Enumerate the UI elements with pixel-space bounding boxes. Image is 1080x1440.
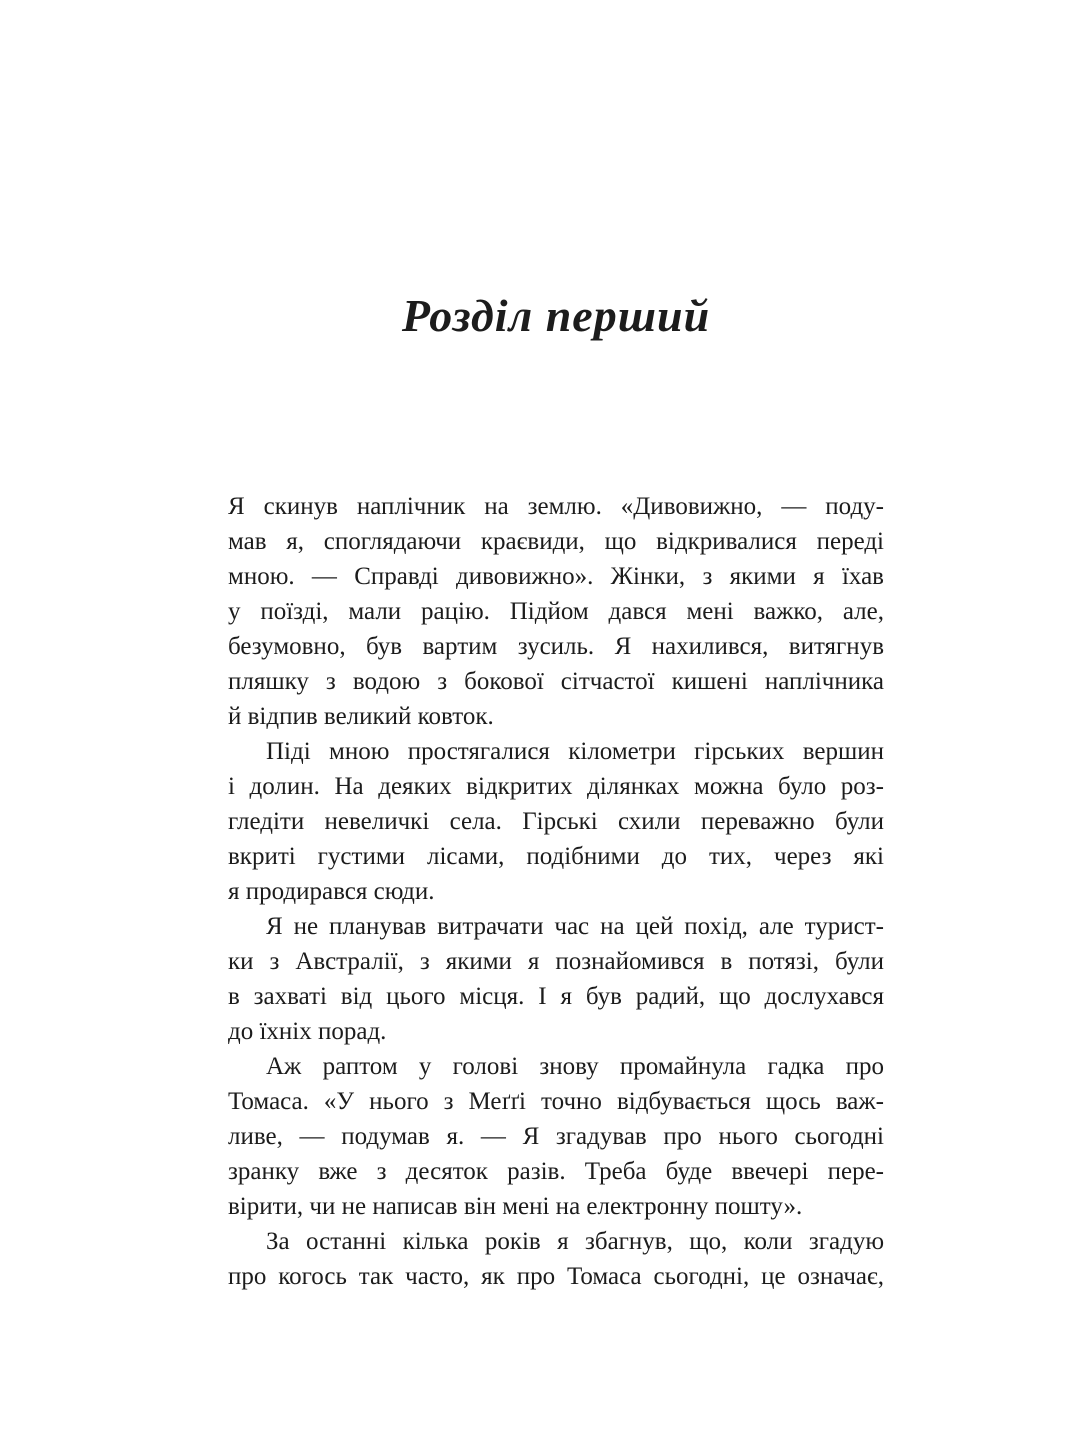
paragraph (228, 1224, 884, 1294)
text-line: вкриті густими лісами, подібними до тих, через які (228, 843, 884, 870)
paragraph (228, 489, 884, 734)
text-line: й відпив великий ковток. (228, 703, 494, 730)
text-line: безумовно, був вартим зусиль. Я нахилився, витягнув (228, 633, 884, 660)
text-line: пляшку з водою з бокової сітчастої кишені наплічника (228, 668, 884, 695)
text-line: ки з Австралії, з якими я познайомився в потязі, були (228, 948, 884, 975)
paragraph (228, 909, 884, 1049)
text-line: ливе, — подумав я. — Я згадував про нього сьогодні (228, 1123, 884, 1150)
text-line: Томаса. «У нього з Меґґі точно відбувається щось важ- (228, 1088, 884, 1115)
text-line: зранку вже з десяток разів. Треба буде ввечері пере- (228, 1158, 884, 1185)
body-text (228, 489, 884, 1294)
text-line: у поїзді, мали рацію. Підйом дався мені важко, але, (228, 598, 884, 625)
text-line: гледіти невеличкі села. Гірські схили переважно були (228, 808, 884, 835)
text-line: Я скинув наплічник на землю. «Дивовижно, — поду- (228, 493, 884, 520)
paragraph (228, 1049, 884, 1224)
text-line: Я не планував витрачати час на цей похід, але турист- (266, 913, 884, 940)
paragraph (228, 734, 884, 909)
chapter-title: Розділ перший (401, 290, 711, 341)
text-line: про когось так часто, як про Томаса сьогодні, це означає, (228, 1263, 884, 1290)
text-line: і долин. На деяких відкритих ділянках можна було роз- (228, 773, 884, 800)
text-line: в захваті від цього місця. І я був радий, що дослухався (228, 983, 884, 1010)
text-line: до їхніх порад. (228, 1018, 387, 1045)
text-line: мною. — Справді дивовижно». Жінки, з якими я їхав (228, 563, 884, 590)
text-line: вірити, чи не написав він мені на електронну пошту». (228, 1193, 803, 1220)
text-line: За останні кілька років я збагнув, що, коли згадую (266, 1228, 884, 1255)
text-line: мав я, споглядаючи краєвиди, що відкривалися переді (228, 528, 884, 555)
text-line: я продирався сюди. (228, 878, 435, 905)
text-line: Піді мною простягалися кілометри гірських вершин (266, 738, 884, 765)
text-line: Аж раптом у голові знову промайнула гадка про (266, 1053, 884, 1080)
